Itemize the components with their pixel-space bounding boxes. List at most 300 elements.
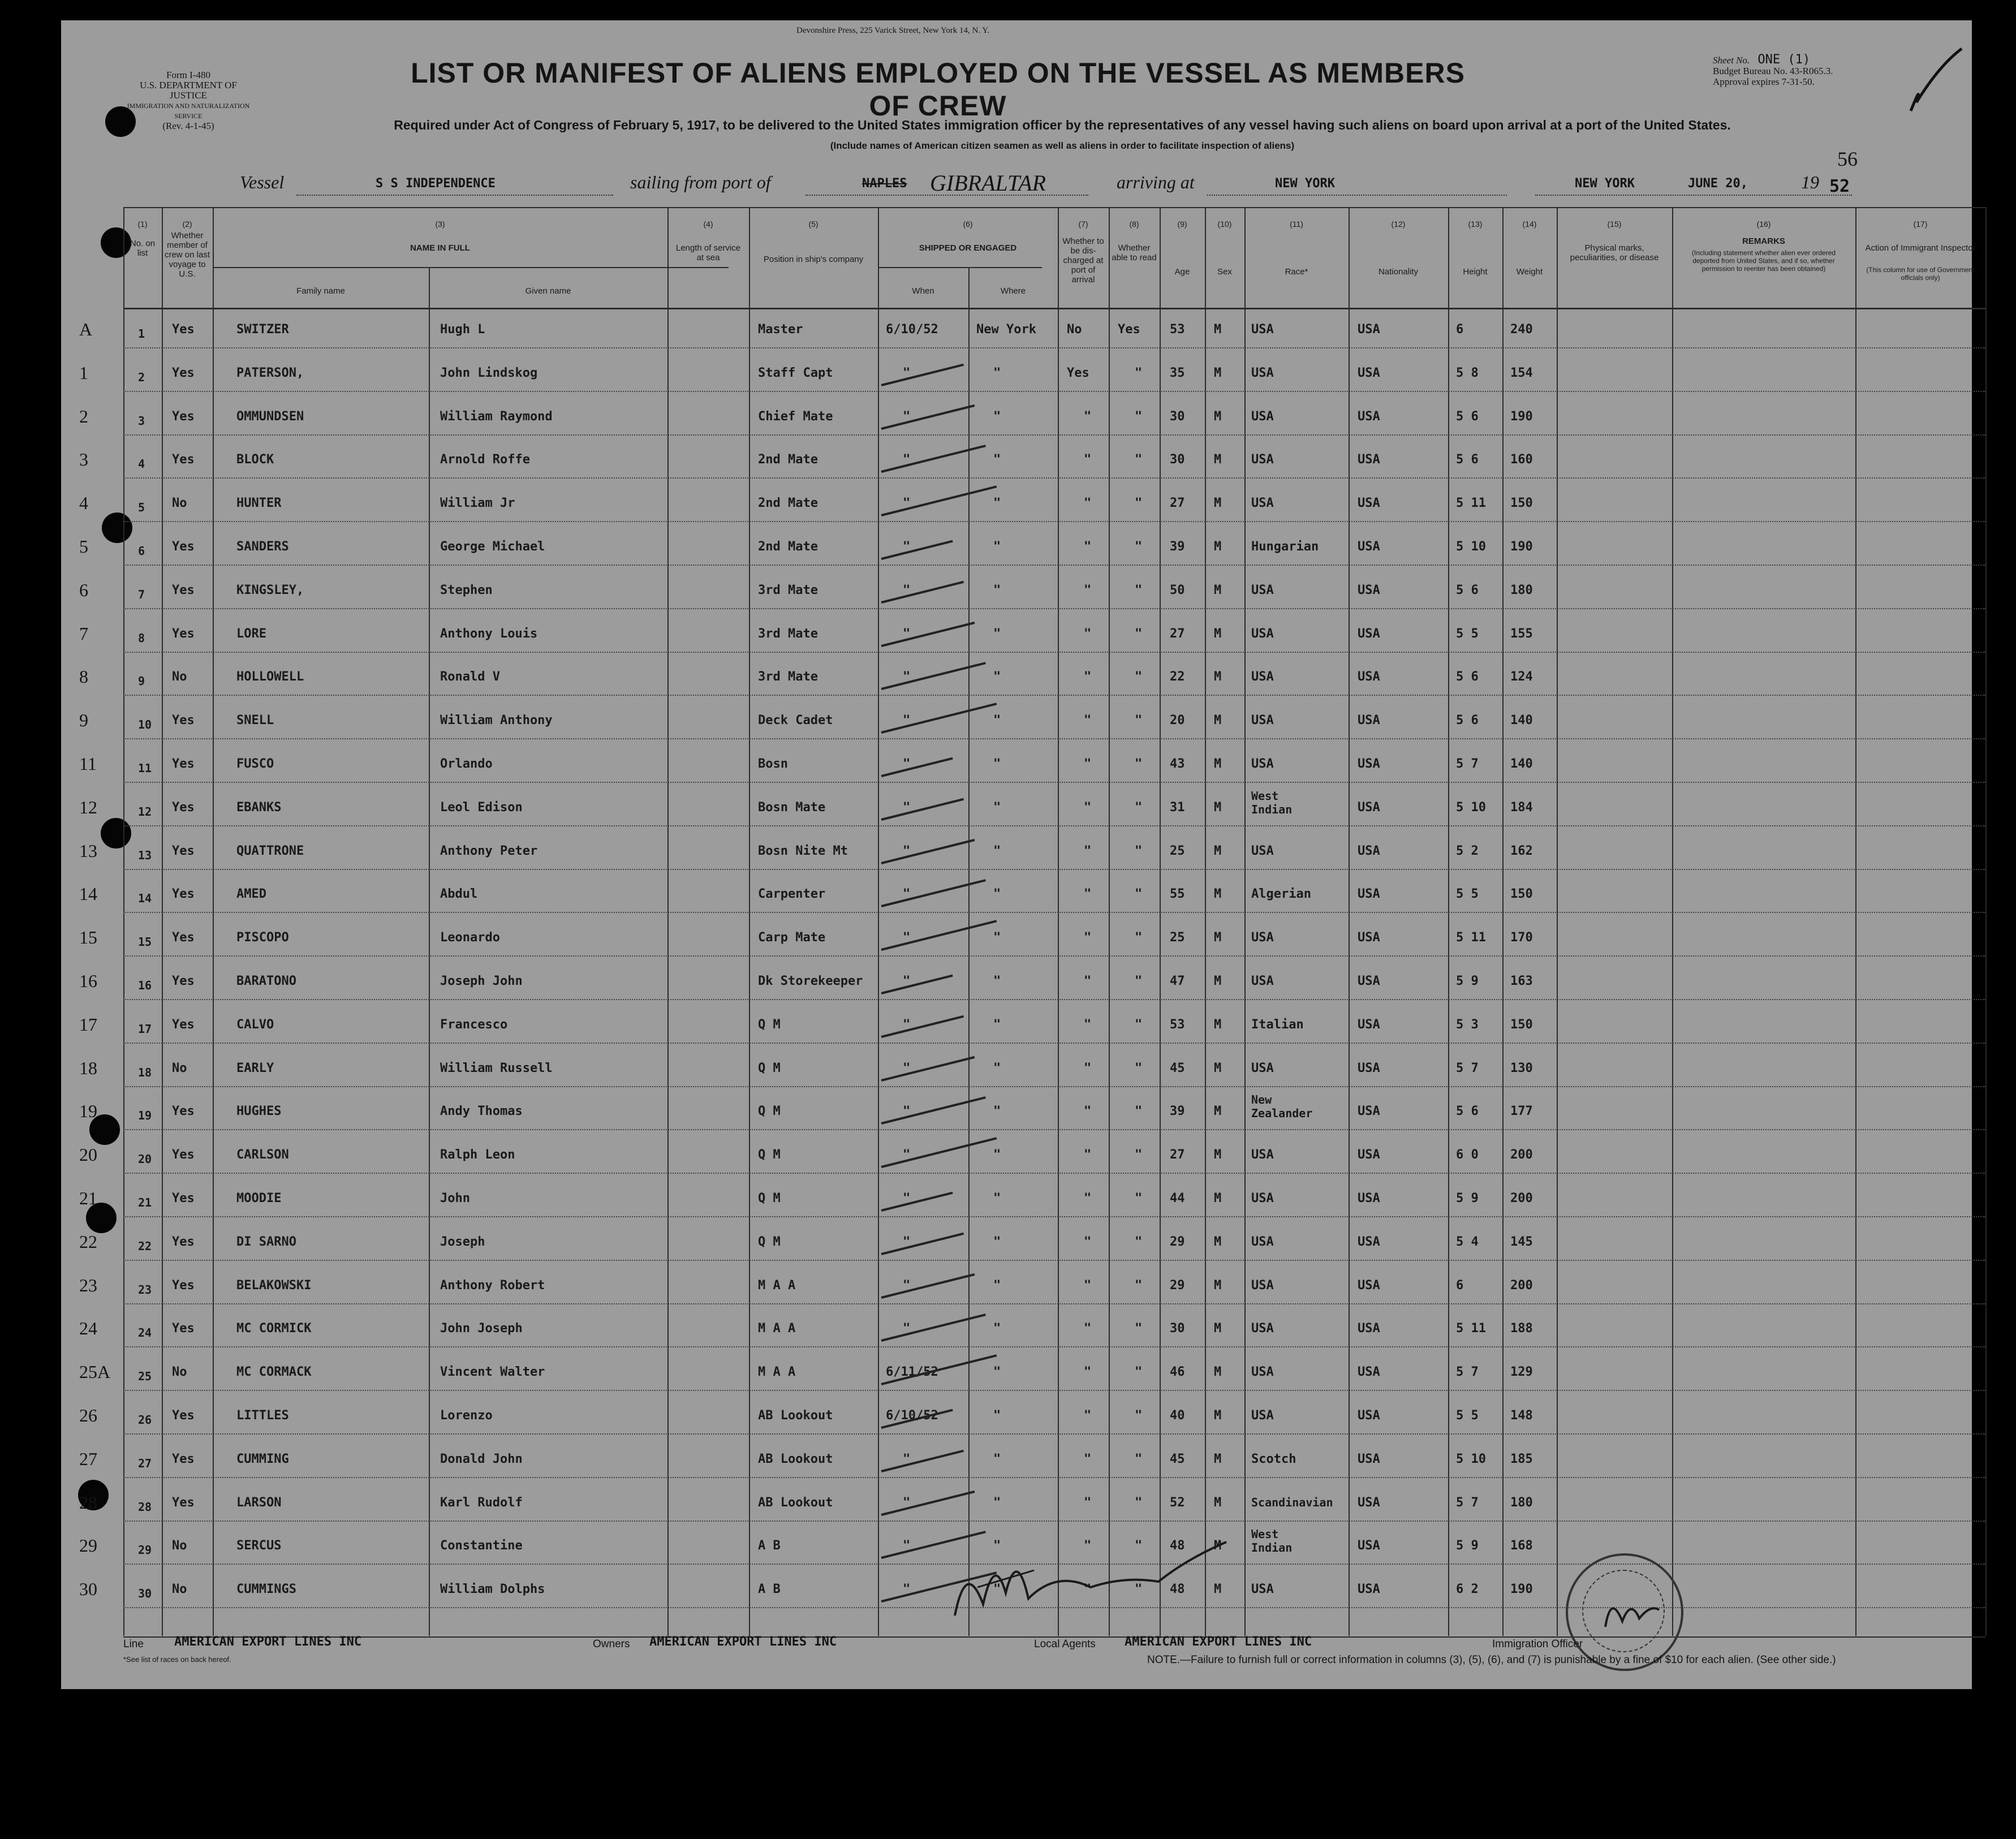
shipped-when: 6/10/52: [886, 322, 938, 337]
table-row: [79, 662, 1985, 701]
sailing-label: sailing from port of: [630, 172, 771, 192]
col-6-header: SHIPPED OR ENGAGED: [919, 243, 1017, 253]
list-number: 18: [138, 1065, 152, 1079]
crew-on-last-voyage: Yes: [172, 1017, 195, 1032]
nationality: USA: [1358, 1365, 1380, 1380]
weight: 140: [1510, 713, 1533, 728]
position: Chief Mate: [758, 409, 833, 424]
shipped-when: ": [903, 453, 911, 467]
page-number: 56: [1837, 148, 1858, 170]
crew-on-last-voyage: Yes: [172, 1191, 195, 1205]
height: 5 8: [1456, 365, 1479, 380]
check-stroke: [881, 757, 953, 777]
position: Staff Capt: [758, 365, 833, 380]
age: 53: [1170, 322, 1185, 337]
age: 39: [1170, 540, 1185, 554]
able-to-read: ": [1135, 626, 1143, 641]
col-13-header: Height: [1463, 267, 1488, 277]
row-rule: [123, 434, 1985, 436]
list-number: 25: [138, 1369, 152, 1384]
age: 45: [1170, 1452, 1185, 1466]
able-to-read: ": [1135, 583, 1143, 597]
height: 5 6: [1456, 409, 1479, 424]
table-row: [79, 1444, 1985, 1484]
nationality: USA: [1358, 1409, 1380, 1423]
rule: [123, 308, 1985, 309]
manifest-sheet: [61, 20, 1976, 1689]
col-2-number: (2): [182, 219, 192, 229]
given-name: Andy Thomas: [440, 1104, 523, 1119]
height: 5 6: [1456, 1104, 1479, 1119]
include-note: (Include names of American citizen seamen as well as aliens in order to facilitate inspection of aliens): [830, 140, 1295, 151]
position: Q M: [758, 1061, 781, 1075]
race: USA: [1251, 670, 1274, 684]
sequence-number: 30: [79, 1579, 97, 1600]
sequence-number: 17: [79, 1014, 97, 1035]
list-number: 17: [138, 1022, 152, 1036]
row-rule: [123, 695, 1985, 696]
crew-on-last-voyage: Yes: [172, 409, 195, 424]
shipped-where: ": [993, 496, 1001, 511]
row-rule: [123, 347, 1985, 348]
position: Q M: [758, 1234, 781, 1249]
discharged: No: [1067, 322, 1082, 337]
sequence-number: 8: [79, 666, 88, 687]
col-5-number: (5): [808, 219, 819, 229]
shipped-when: ": [903, 1017, 911, 1032]
nationality: USA: [1358, 1582, 1380, 1597]
race: Italian: [1251, 1017, 1304, 1032]
family-name: HOLLOWELL: [236, 670, 304, 684]
table-row: [79, 1010, 1985, 1049]
nationality: USA: [1358, 974, 1380, 988]
sequence-number: 20: [79, 1144, 97, 1165]
nationality: USA: [1358, 626, 1380, 641]
height: 5 6: [1456, 713, 1479, 728]
shipped-when: ": [903, 931, 911, 945]
list-number: 10: [138, 718, 152, 732]
weight: 148: [1510, 1409, 1533, 1423]
row-rule: [123, 521, 1985, 522]
height: 5 6: [1456, 583, 1479, 597]
vessel-label: Vessel: [240, 172, 285, 192]
year-prefix: 19: [1801, 172, 1819, 192]
race: West Indian: [1251, 789, 1293, 816]
family-name: MC CORMACK: [236, 1365, 312, 1380]
race: USA: [1251, 757, 1274, 771]
check-stroke: [881, 1192, 953, 1212]
weight: 145: [1510, 1234, 1533, 1249]
position: Deck Cadet: [758, 713, 833, 728]
discharged: ": [1084, 496, 1092, 511]
shipped-where: ": [993, 1278, 1001, 1293]
sequence-number: 3: [79, 449, 88, 470]
position: M A A: [758, 1321, 796, 1336]
able-to-read: ": [1135, 1539, 1143, 1553]
col-9-number: (9): [1177, 219, 1187, 229]
family-name: EBANKS: [236, 800, 282, 815]
shipped-where: ": [993, 1582, 1001, 1597]
col-11-number: (11): [1290, 219, 1303, 229]
list-number: 21: [138, 1196, 152, 1209]
age: 48: [1170, 1582, 1185, 1597]
list-number: 24: [138, 1326, 152, 1340]
height: 5 11: [1456, 1321, 1486, 1336]
check-stroke: [881, 364, 964, 386]
sequence-number: 26: [79, 1405, 97, 1425]
race: Scandinavian: [1251, 1495, 1333, 1509]
nationality: USA: [1358, 1191, 1380, 1205]
sex: M: [1214, 626, 1222, 641]
able-to-read: ": [1135, 1278, 1143, 1293]
list-number: 13: [138, 848, 152, 862]
form-rev: (Rev. 4-1-45): [162, 120, 214, 131]
age: 43: [1170, 757, 1185, 771]
race: USA: [1251, 1234, 1274, 1249]
sex: M: [1214, 1191, 1222, 1205]
position: 2nd Mate: [758, 453, 818, 467]
crew-on-last-voyage: Yes: [172, 1104, 195, 1119]
crew-on-last-voyage: Yes: [172, 887, 195, 902]
shipped-where: ": [993, 843, 1001, 858]
discharged: ": [1084, 1365, 1092, 1380]
race: USA: [1251, 453, 1274, 467]
age: 22: [1170, 670, 1185, 684]
shipped-when: ": [903, 974, 911, 988]
table-row: [79, 789, 1985, 832]
crew-on-last-voyage: No: [172, 1539, 187, 1553]
arriving-port: NEW YORK: [1275, 176, 1335, 191]
race: USA: [1251, 713, 1274, 728]
check-stroke: [881, 581, 964, 604]
crew-on-last-voyage: Yes: [172, 1495, 195, 1510]
discharged: ": [1084, 540, 1092, 554]
given-name: William Anthony: [440, 713, 553, 728]
family-name: AMED: [236, 887, 266, 902]
shipped-where: ": [993, 626, 1001, 641]
sex: M: [1214, 713, 1222, 728]
shipped-when: ": [903, 365, 911, 380]
height: 5 9: [1456, 1539, 1479, 1553]
weight: 188: [1510, 1321, 1533, 1336]
age: 46: [1170, 1365, 1185, 1380]
weight: 129: [1510, 1365, 1533, 1380]
col-where-header: Where: [1000, 286, 1026, 296]
list-number: 6: [138, 544, 145, 558]
table-row: [79, 966, 1985, 1006]
position: Dk Storekeeper: [758, 974, 863, 988]
table-row: [79, 488, 1985, 528]
table-row: [79, 1313, 1985, 1353]
check-stroke: [881, 485, 997, 516]
nationality: USA: [1358, 1321, 1380, 1336]
weight: 150: [1510, 887, 1533, 902]
age: 31: [1170, 800, 1185, 815]
discharged: ": [1084, 1452, 1092, 1466]
races-note: *See list of races on back hereof.: [123, 1655, 231, 1664]
race: USA: [1251, 409, 1274, 424]
able-to-read: ": [1135, 540, 1143, 554]
nationality: USA: [1358, 453, 1380, 467]
position: Carp Mate: [758, 931, 826, 945]
table-row: [79, 575, 1985, 615]
col-14-header: Weight: [1516, 267, 1543, 277]
able-to-read: ": [1135, 670, 1143, 684]
discharged: ": [1084, 583, 1092, 597]
family-name: PATERSON,: [236, 365, 304, 380]
given-name: Vincent Walter: [440, 1365, 545, 1380]
crew-on-last-voyage: Yes: [172, 1234, 195, 1249]
sex: M: [1214, 1278, 1222, 1293]
shipped-when: ": [903, 583, 911, 597]
family-name: EARLY: [236, 1061, 274, 1075]
crew-on-last-voyage: Yes: [172, 365, 195, 380]
sex: M: [1214, 1148, 1222, 1162]
age: 27: [1170, 626, 1185, 641]
position: Carpenter: [758, 887, 826, 902]
sex: M: [1214, 1365, 1222, 1380]
owners-label: Owners: [593, 1638, 630, 1650]
discharged: ": [1084, 1321, 1092, 1336]
age: 40: [1170, 1409, 1185, 1423]
weight: 200: [1510, 1191, 1533, 1205]
officer-label: Immigration Officer: [1492, 1638, 1583, 1650]
shipped-when: ": [903, 1191, 911, 1205]
age: 29: [1170, 1278, 1185, 1293]
crew-on-last-voyage: Yes: [172, 931, 195, 945]
sequence-number: 23: [79, 1274, 97, 1295]
crew-on-last-voyage: No: [172, 1582, 187, 1597]
list-number: 9: [138, 674, 145, 688]
sex: M: [1214, 1321, 1222, 1336]
age: 30: [1170, 409, 1185, 424]
given-name: William Jr: [440, 496, 515, 511]
race: USA: [1251, 1365, 1274, 1380]
check-stroke: [881, 1313, 986, 1342]
family-name: PISCOPO: [236, 931, 289, 945]
able-to-read: ": [1135, 1191, 1143, 1205]
sex: M: [1214, 1061, 1222, 1075]
check-stroke: [881, 662, 986, 690]
rule: [123, 207, 1985, 208]
given-name: Francesco: [440, 1017, 508, 1032]
nationality: USA: [1358, 1061, 1380, 1075]
table-row: [79, 1401, 1985, 1440]
able-to-read: ": [1135, 1104, 1143, 1119]
family-name: KINGSLEY,: [236, 583, 304, 597]
shipped-where: ": [993, 1148, 1001, 1162]
age: 27: [1170, 1148, 1185, 1162]
list-number: 15: [138, 935, 152, 949]
shipped-where: ": [993, 1321, 1001, 1336]
nationality: USA: [1358, 1104, 1380, 1119]
age: 25: [1170, 931, 1185, 945]
col-family-name-header: Family name: [296, 286, 345, 296]
check-stroke: [881, 1491, 975, 1516]
check-stroke: [881, 404, 975, 430]
table-row: [79, 923, 1985, 962]
race: USA: [1251, 1191, 1274, 1205]
shipped-when: ": [903, 496, 911, 511]
sex: M: [1214, 409, 1222, 424]
discharged: ": [1084, 1061, 1092, 1075]
table-row: [79, 445, 1985, 484]
weight: 177: [1510, 1104, 1533, 1119]
given-name: Abdul: [440, 887, 478, 902]
family-name: DI SARNO: [236, 1234, 296, 1249]
position: Q M: [758, 1104, 781, 1119]
table-row: [79, 1270, 1985, 1310]
check-mark-annotation: [1905, 43, 1967, 117]
given-name: Anthony Peter: [440, 843, 538, 858]
col-4-header: Length of service at sea: [675, 243, 741, 262]
list-number: 23: [138, 1282, 152, 1297]
discharged: ": [1084, 757, 1092, 771]
given-name: Lorenzo: [440, 1409, 493, 1423]
age: 55: [1170, 887, 1185, 902]
height: 6: [1456, 1278, 1464, 1293]
given-name: Ralph Leon: [440, 1148, 515, 1162]
age: 48: [1170, 1539, 1185, 1553]
race: USA: [1251, 1409, 1274, 1423]
given-name: William Russell: [440, 1061, 553, 1075]
shipped-when: 6/10/52: [886, 1409, 938, 1423]
shipped-where: ": [993, 713, 1001, 728]
nationality: USA: [1358, 757, 1380, 771]
table-row: [79, 1053, 1985, 1093]
able-to-read: ": [1135, 409, 1143, 424]
age: 29: [1170, 1234, 1185, 1249]
height: 5 11: [1456, 931, 1486, 945]
weight: 168: [1510, 1539, 1533, 1553]
list-number: 16: [138, 979, 152, 992]
check-stroke: [881, 879, 986, 907]
crew-on-last-voyage: No: [172, 1365, 187, 1380]
weight: 190: [1510, 409, 1533, 424]
crew-on-last-voyage: Yes: [172, 583, 195, 597]
footer: [123, 1635, 1990, 1686]
family-name: BARATONO: [236, 974, 296, 988]
check-stroke: [881, 1056, 975, 1082]
col-8-number: (8): [1129, 219, 1139, 229]
sex: M: [1214, 887, 1222, 902]
col-1-header: No. on list: [130, 239, 156, 258]
table-row: [79, 749, 1985, 789]
nationality: USA: [1358, 496, 1380, 511]
shipped-where: ": [993, 757, 1001, 771]
row-rule: [123, 999, 1985, 1000]
shipped-where: ": [993, 1234, 1001, 1249]
shipped-when: ": [903, 540, 911, 554]
col-11-header: Race*: [1285, 267, 1308, 277]
row-rule: [123, 825, 1985, 826]
shipped-when: ": [903, 757, 911, 771]
press-line: Devonshire Press, 225 Varick Street, New York 14, N. Y.: [796, 26, 989, 35]
row-rule: [123, 608, 1985, 609]
sequence-number: 4: [79, 493, 88, 514]
shipped-when: ": [903, 713, 911, 728]
page-title: LIST OR MANIFEST OF ALIENS EMPLOYED ON THE VESSEL AS MEMBERS OF CREW: [411, 57, 1465, 122]
nationality: USA: [1358, 887, 1380, 902]
list-number: 20: [138, 1152, 152, 1166]
able-to-read: ": [1135, 496, 1143, 511]
row-rule: [123, 1129, 1985, 1130]
position: M A A: [758, 1365, 796, 1380]
sex: M: [1214, 931, 1222, 945]
list-number: 28: [138, 1500, 152, 1514]
row-rule: [123, 1260, 1985, 1261]
discharged: ": [1084, 800, 1092, 815]
crew-on-last-voyage: Yes: [172, 974, 195, 988]
discharged: ": [1084, 1148, 1092, 1162]
col-16-number: (16): [1756, 219, 1771, 229]
family-name: BLOCK: [236, 453, 274, 467]
family-name: HUNTER: [236, 496, 282, 511]
check-stroke: [881, 1450, 964, 1472]
owners-value: AMERICAN EXPORT LINES INC: [649, 1635, 837, 1649]
family-name: LORE: [236, 626, 266, 641]
sex: M: [1214, 757, 1222, 771]
position: AB Lookout: [758, 1452, 833, 1466]
discharged: ": [1084, 1409, 1092, 1423]
shipped-where: ": [993, 1409, 1001, 1423]
weight: 170: [1510, 931, 1533, 945]
list-number: 1: [138, 327, 145, 341]
sheet-value: ONE (1): [1757, 53, 1811, 67]
col-when-header: When: [912, 286, 934, 296]
shipped-where: ": [993, 670, 1001, 684]
position: Q M: [758, 1148, 781, 1162]
race: USA: [1251, 1278, 1274, 1293]
col-4-number: (4): [703, 219, 713, 229]
family-name: SERCUS: [236, 1539, 282, 1553]
list-number: 26: [138, 1413, 152, 1427]
sequence-number: 12: [79, 796, 97, 817]
position: 2nd Mate: [758, 496, 818, 511]
sex: M: [1214, 1104, 1222, 1119]
height: 5 5: [1456, 1409, 1479, 1423]
sex: M: [1214, 800, 1222, 815]
weight: 155: [1510, 626, 1533, 641]
position: Q M: [758, 1191, 781, 1205]
race: USA: [1251, 1061, 1274, 1075]
shipped-when: ": [903, 670, 911, 684]
shipped-when: ": [903, 409, 911, 424]
list-number: 5: [138, 501, 145, 515]
shipped-where: ": [993, 365, 1001, 380]
port-struck: NAPLES: [862, 176, 907, 191]
form-service: IMMIGRATION AND NATURALIZATION SERVICE: [127, 102, 250, 120]
shipped-where: ": [993, 583, 1001, 597]
position: 2nd Mate: [758, 540, 818, 554]
given-name: John: [440, 1191, 470, 1205]
able-to-read: ": [1135, 1321, 1143, 1336]
list-number: 4: [138, 457, 145, 471]
vessel-line: [240, 172, 1937, 200]
row-rule: [123, 738, 1985, 739]
list-number: 2: [138, 370, 145, 384]
check-stroke: [881, 1015, 964, 1038]
crew-on-last-voyage: Yes: [172, 626, 195, 641]
list-number: 12: [138, 804, 152, 819]
shipped-where: New York: [976, 322, 1036, 337]
shipped-where: ": [993, 1539, 1001, 1553]
shipped-when: ": [903, 1104, 911, 1119]
arrival-year: 52: [1829, 176, 1850, 196]
weight: 190: [1510, 540, 1533, 554]
age: 39: [1170, 1104, 1185, 1119]
sequence-number: 1: [79, 362, 88, 383]
